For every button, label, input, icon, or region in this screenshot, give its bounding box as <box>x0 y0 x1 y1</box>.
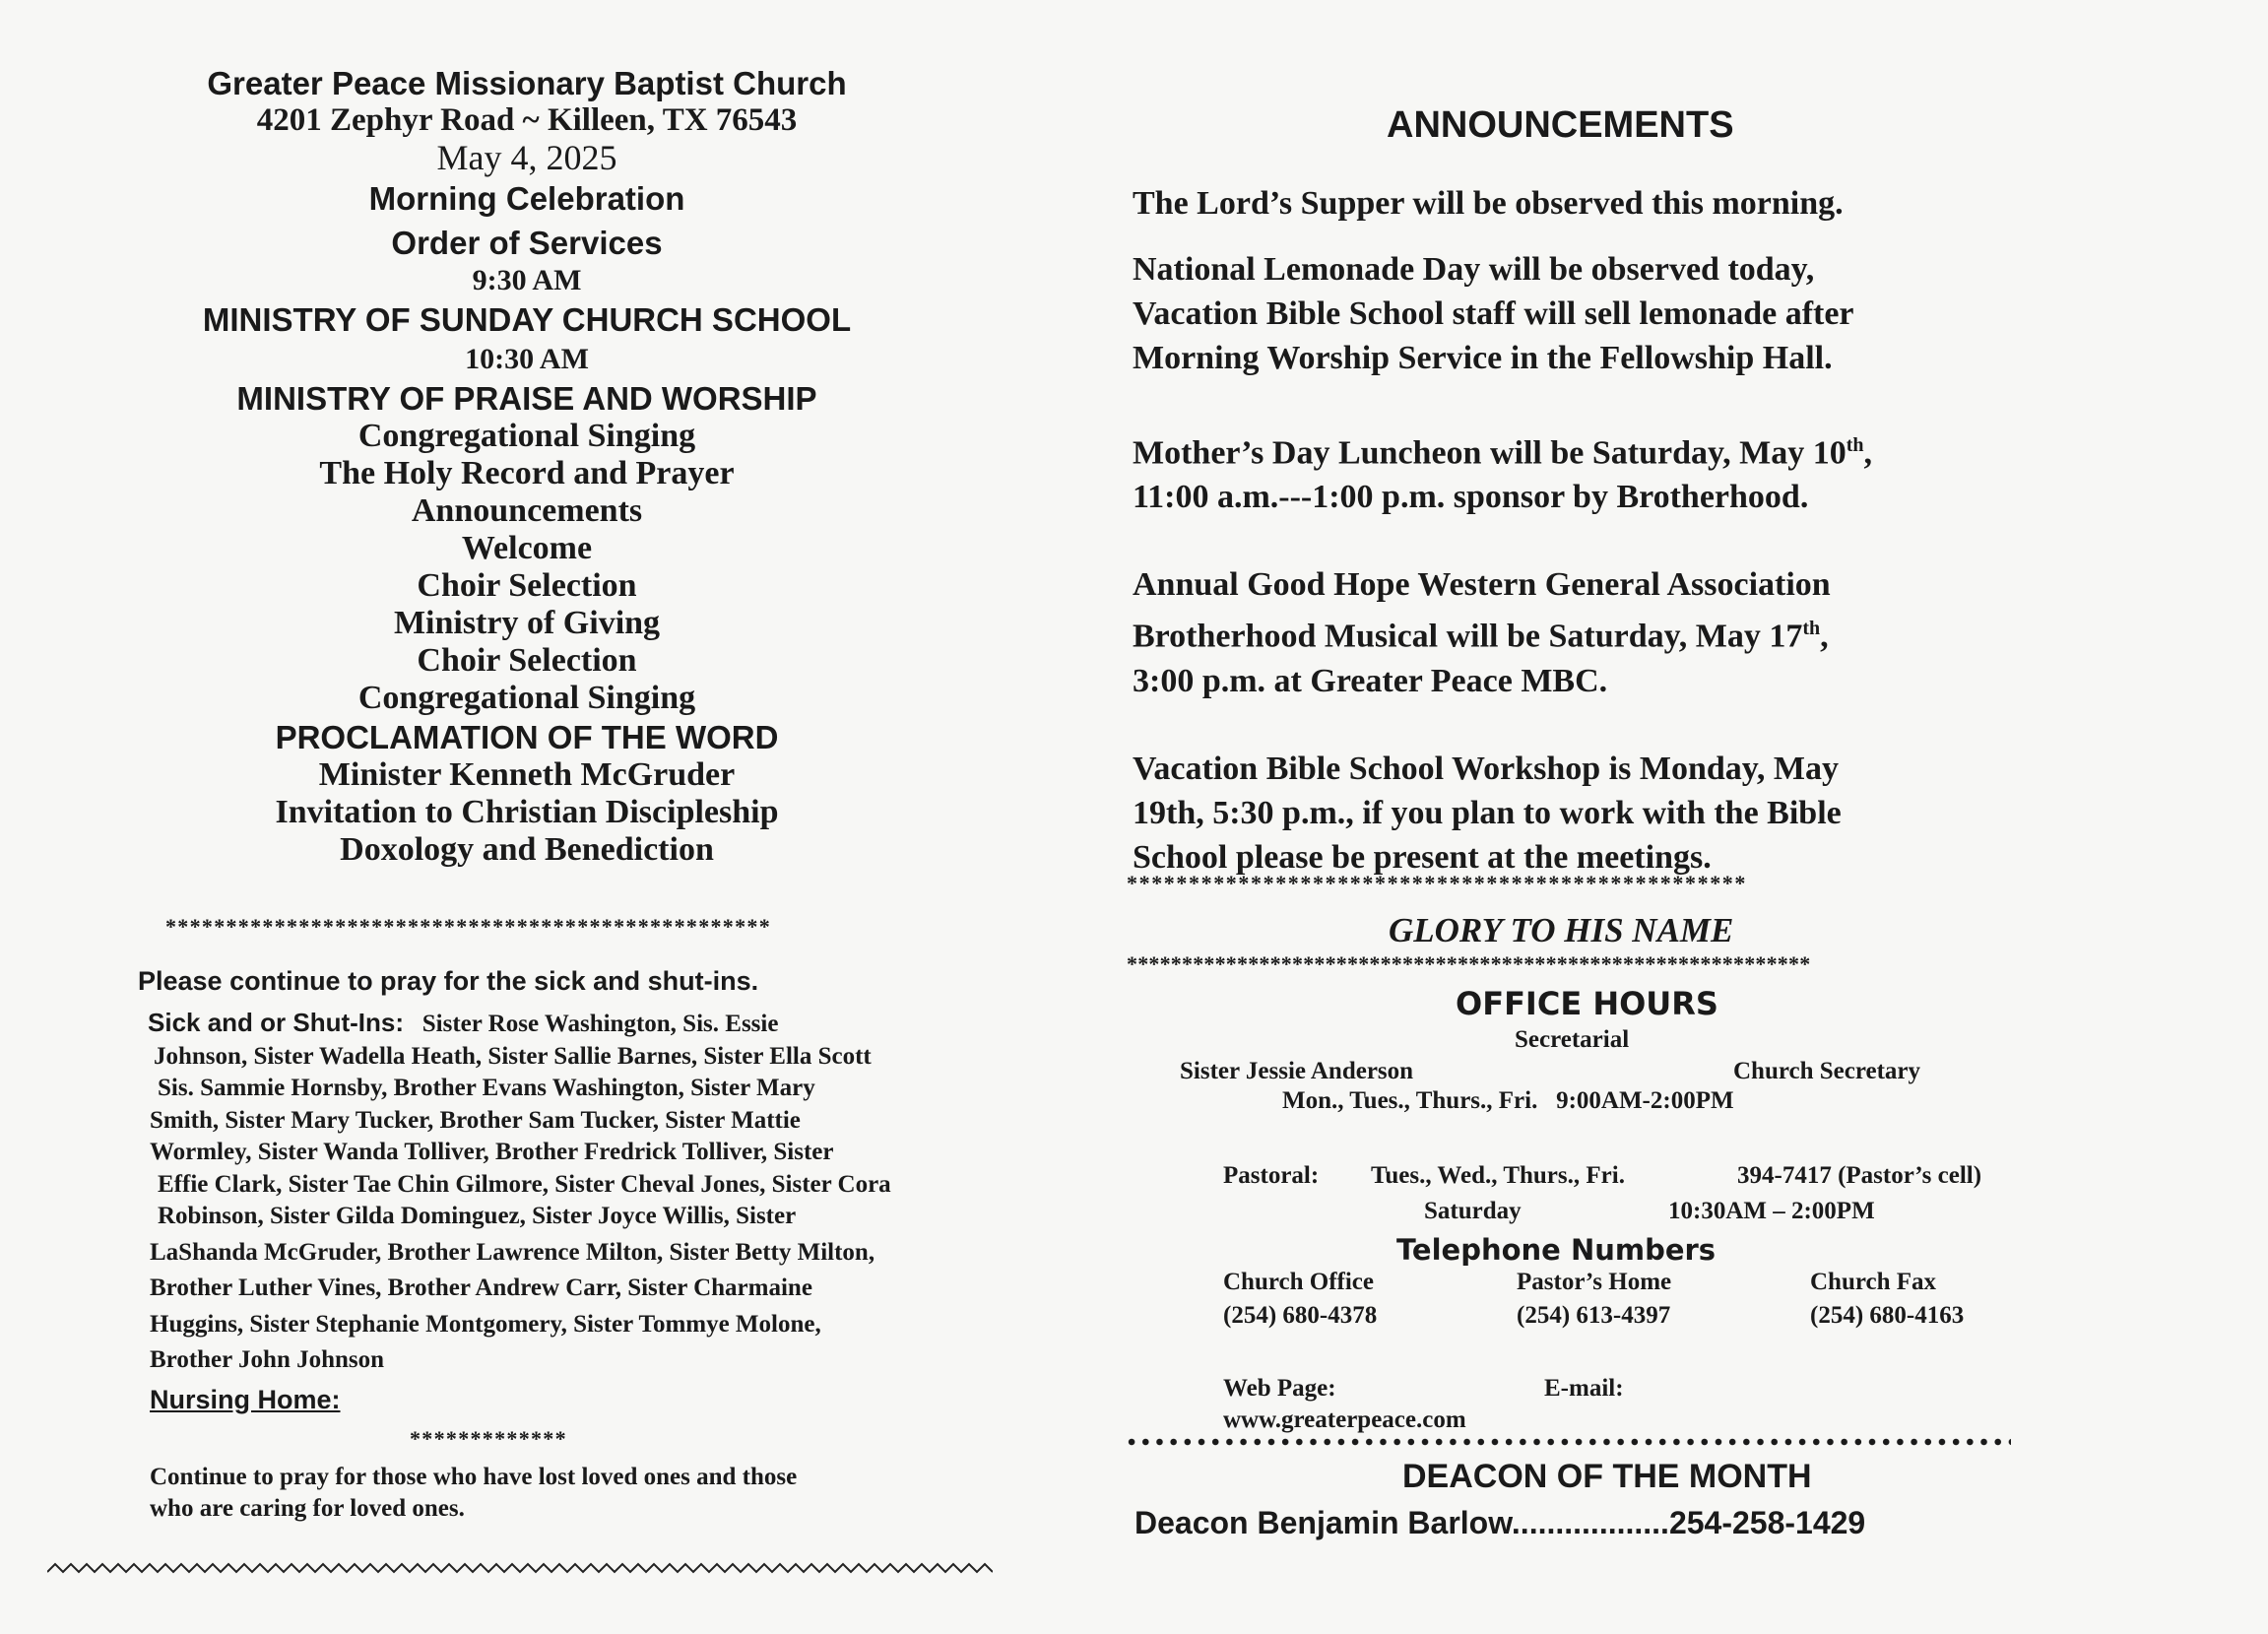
secretary-title: Church Secretary <box>1733 1058 1921 1084</box>
worship-item: Welcome <box>461 530 593 566</box>
phone-label: Church Office <box>1223 1269 1374 1295</box>
service-date: May 4, 2025 <box>436 138 617 177</box>
ministry-praise-worship: MINISTRY OF PRAISE AND WORSHIP <box>236 380 817 417</box>
worship-item: The Holy Record and Prayer <box>319 455 735 491</box>
sick-line: Sister Rose Washington, Sis. Essie <box>421 1011 779 1037</box>
proclamation-item: Invitation to Christian Discipleship <box>275 794 779 830</box>
order-title: Order of Services <box>391 225 663 261</box>
announcement-line: 11:00 a.m.---1:00 p.m. sponsor by Brotherhood. <box>1133 479 1809 516</box>
phone-number: (254) 680-4378 <box>1223 1302 1378 1329</box>
announcement-line: National Lemonade Day will be observed today, <box>1133 251 1815 288</box>
announcement-line: Vacation Bible School Workshop is Monday, May <box>1133 750 1839 787</box>
office-hours-title: OFFICE HOURS <box>1456 985 1718 1022</box>
proclamation-item: Minister Kenneth McGruder <box>318 756 736 793</box>
order-of-services-panel <box>0 0 1093 1634</box>
announcement-line: Vacation Bible School staff will sell lemonade after <box>1133 295 1854 332</box>
phone-label: Church Fax <box>1810 1269 1937 1295</box>
sick-label: Sick and or Shut-Ins: <box>148 1008 405 1037</box>
telephone-title: Telephone Numbers <box>1396 1233 1717 1267</box>
announcement-punct: , <box>1820 618 1829 655</box>
saturday-label: Saturday <box>1424 1198 1522 1224</box>
announcement-lemonade <box>1133 247 1872 380</box>
announcement-line: Morning Worship Service in the Fellowship Hall. <box>1133 340 1833 376</box>
announcement-line: 19th, 5:30 p.m., if you plan to work with the Bible <box>1133 794 1842 831</box>
dotted-divider <box>1125 1438 2011 1446</box>
phone-number: (254) 613-4397 <box>1517 1302 1671 1329</box>
church-header <box>59 65 995 869</box>
ordinal-suffix: th <box>1802 618 1821 640</box>
sick-line: Brother John Johnson <box>150 1346 385 1373</box>
sick-line: Sis. Sammie Hornsby, Brother Evans Washington, Sister Mary <box>158 1075 815 1101</box>
sick-line: Wormley, Sister Wanda Tolliver, Brother Fredrick Tolliver, Sister <box>150 1139 834 1165</box>
worship-items-list <box>59 418 995 717</box>
announcement-line: School please be present at the meetings. <box>1133 838 1712 876</box>
phone-label: Pastor’s Home <box>1517 1269 1672 1295</box>
worship-item: Congregational Singing <box>357 418 696 454</box>
church-address: 4201 Zephyr Road ~ Killeen, TX 76543 <box>256 102 798 138</box>
pastor-cell: 394-7417 (Pastor’s cell) <box>1737 1162 1982 1189</box>
announcement-mothers-day <box>1133 424 1872 519</box>
pastoral-label: Pastoral: <box>1223 1162 1320 1189</box>
closing-prayer <box>150 1462 797 1525</box>
secretary-name: Sister Jessie Anderson <box>1180 1058 1414 1084</box>
sick-line: Huggins, Sister Stephanie Montgomery, Sister Tommye Molone, <box>150 1310 821 1338</box>
phone-number: (254) 680-4163 <box>1810 1302 1965 1329</box>
sick-line: Johnson, Sister Wadella Heath, Sister Sallie Barnes, Sister Ella Scott <box>154 1042 872 1070</box>
sick-line: Brother Luther Vines, Brother Andrew Carr, Sister Charmaine <box>150 1275 812 1301</box>
worship-item: Choir Selection <box>417 642 637 679</box>
ordinal-suffix: th <box>1846 434 1864 456</box>
divider-stars: ************************************************** <box>165 914 771 939</box>
pastoral-days: Tues., Wed., Thurs., Fri. <box>1371 1162 1625 1189</box>
time-worship: 10:30 AM <box>465 343 589 375</box>
announcements-title: ANNOUNCEMENTS <box>1387 104 1734 146</box>
deacon-of-month: Deacon Benjamin Barlow..................254-258-1429 <box>1134 1505 1866 1540</box>
announcement-line: 3:00 p.m. at Greater Peace MBC. <box>1133 662 1608 699</box>
worship-item: Choir Selection <box>417 567 637 604</box>
announcement-lords-supper: The Lord’s Supper will be observed this morning. <box>1133 185 1844 222</box>
announcement-line: Mother’s Day Luncheon will be Saturday, May 10 <box>1133 434 1847 472</box>
church-name: Greater Peace Missionary Baptist Church <box>207 65 847 101</box>
proclamation-title: PROCLAMATION OF THE WORD <box>275 719 779 755</box>
proclamation-item: Doxology and Benediction <box>340 831 714 868</box>
celebration-title: Morning Celebration <box>368 180 685 217</box>
worship-item: Announcements <box>411 492 643 529</box>
nursing-home-label: Nursing Home: <box>150 1385 341 1414</box>
secretarial-label: Secretarial <box>1515 1026 1630 1053</box>
announcements-list <box>1133 181 1872 880</box>
web-label: Web Page: <box>1223 1375 1336 1402</box>
sick-line: Effie Clark, Sister Tae Chin Gilmore, Sister Cheval Jones, Sister Cora <box>158 1170 891 1198</box>
glory-heading: GLORY TO HIS NAME <box>1389 911 1734 949</box>
time-sunday-school: 9:30 AM <box>472 264 582 296</box>
divider-stars-bottom: ************************************************************** <box>1127 951 1811 976</box>
closing-line: Continue to pray for those who have lost loved ones and those <box>150 1464 798 1490</box>
announcement-vbs-workshop <box>1133 747 1872 880</box>
announcement-line: Annual Good Hope Western General Association <box>1133 566 1831 604</box>
worship-item: Congregational Singing <box>357 680 696 716</box>
sick-list <box>148 1007 995 1377</box>
announcement-punct: , <box>1863 434 1873 472</box>
zigzag-divider <box>47 1560 993 1580</box>
closing-line: who are caring for loved ones. <box>150 1495 465 1522</box>
sick-line: Robinson, Sister Gilda Dominguez, Sister Joyce Willis, Sister <box>158 1203 797 1229</box>
saturday-hours: 10:30AM – 2:00PM <box>1668 1198 1875 1224</box>
announcement-musical <box>1133 562 1872 702</box>
announcement-line: Brotherhood Musical will be Saturday, May 17 <box>1133 618 1803 655</box>
worship-item: Ministry of Giving <box>393 605 661 641</box>
ministry-sunday-school: MINISTRY OF SUNDAY CHURCH SCHOOL <box>202 301 852 338</box>
deacon-title: DEACON OF THE MONTH <box>1402 1458 1812 1495</box>
web-url-link[interactable]: www.greaterpeace.com <box>1223 1406 1466 1433</box>
email-label: E-mail: <box>1544 1375 1624 1402</box>
sick-line: LaShanda McGruder, Brother Lawrence Milton, Sister Betty Milton, <box>150 1238 875 1266</box>
secretary-hours: Mon., Tues., Thurs., Fri. 9:00AM-2:00PM <box>1282 1087 1734 1114</box>
short-stars: ************* <box>410 1426 567 1451</box>
divider-stars-top: ************************************************** <box>1127 871 1747 895</box>
pray-title: Please continue to pray for the sick and shut-ins. <box>138 966 759 996</box>
sick-line: Smith, Sister Mary Tucker, Brother Sam Tucker, Sister Mattie <box>150 1106 801 1134</box>
